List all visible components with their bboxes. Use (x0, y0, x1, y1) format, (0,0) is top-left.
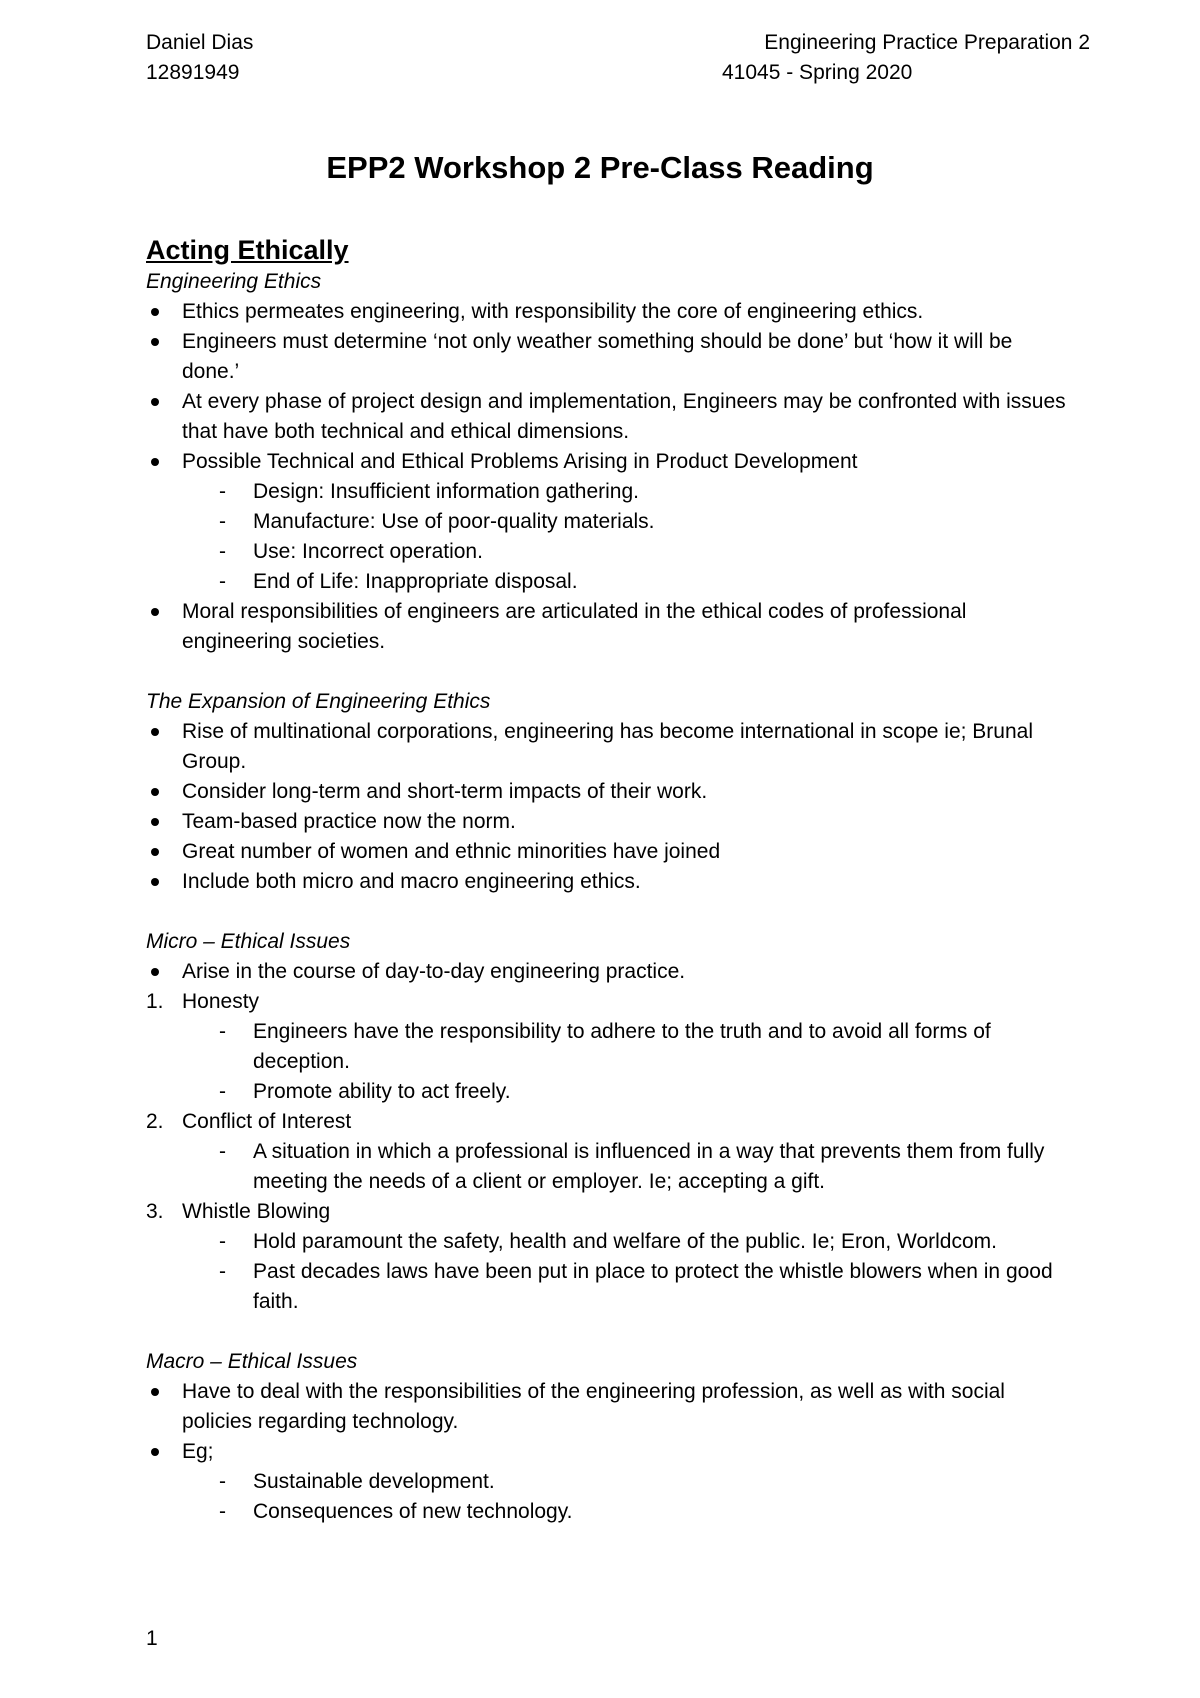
subject-code: 41045 - Spring 2020 (722, 61, 913, 84)
sub-list-item: - Design: Insufficient information gathering. (219, 480, 639, 503)
list-item: Have to deal with the responsibilities of the engineering profession, as well as with social policies regarding technology. (146, 1377, 1066, 1437)
bullet-icon (151, 608, 159, 616)
bullet-icon (151, 728, 159, 736)
bullet-icon (151, 308, 159, 316)
section-heading: Acting Ethically (146, 235, 349, 265)
sub-list-item: - Sustainable development. (219, 1470, 495, 1493)
sub-list-item: - Engineers have the responsibility to adhere to the truth and to avoid all forms of deception. (219, 1020, 991, 1073)
bullet-icon (151, 818, 159, 826)
document-title: EPP2 Workshop 2 Pre-Class Reading (326, 150, 874, 185)
sub-list-item: - Past decades laws have been put in place to protect the whistle blowers when in good faith. (219, 1260, 1053, 1313)
bullet-icon (151, 848, 159, 856)
bullet-icon (151, 338, 159, 346)
list-item: Moral responsibilities of engineers are articulated in the ethical codes of professional engineering societies. (146, 597, 1066, 657)
list-item: Include both micro and macro engineering ethics. (146, 867, 1066, 897)
page-number: 1 (146, 1627, 158, 1650)
author-name: Daniel Dias (146, 31, 254, 54)
bullet-icon (151, 788, 159, 796)
sub-list-item: - Consequences of new technology. (219, 1500, 573, 1523)
course-name: Engineering Practice Preparation 2 (764, 31, 1090, 54)
numbered-item: 2. Conflict of Interest (146, 1110, 352, 1133)
sub-list-item: - End of Life: Inappropriate disposal. (219, 570, 578, 593)
list-item: Ethics permeates engineering, with responsibility the core of engineering ethics. (146, 297, 1066, 327)
bullet-icon (151, 458, 159, 466)
list-item: Consider long-term and short-term impacts of their work. (146, 777, 1066, 807)
list-item: Engineers must determine ‘not only weather something should be done’ but ‘how it will be done.’ (146, 327, 1066, 387)
list-item: Arise in the course of day-to-day engineering practice. (146, 957, 1066, 987)
list-item: Great number of women and ethnic minorities have joined (146, 837, 1066, 867)
list-item: Rise of multinational corporations, engineering has become international in scope ie; Brunal Group. (146, 717, 1066, 777)
numbered-item: 1. Honesty (146, 990, 260, 1013)
subheading-macro: Macro – Ethical Issues (146, 1350, 358, 1373)
subheading-expansion: The Expansion of Engineering Ethics (146, 690, 491, 713)
bullet-icon (151, 878, 159, 886)
bullet-icon (151, 398, 159, 406)
bullet-icon (151, 1448, 159, 1456)
list-item: At every phase of project design and implementation, Engineers may be confronted with issues that have both technical and ethical dimensions. (146, 387, 1066, 447)
student-id: 12891949 (146, 61, 240, 84)
sub-list-item: - Manufacture: Use of poor-quality materials. (219, 510, 655, 533)
list-item: Possible Technical and Ethical Problems Arising in Product Development (146, 447, 1066, 477)
sub-list-item: - Hold paramount the safety, health and welfare of the public. Ie; Eron, Worldcom. (219, 1230, 997, 1253)
bullet-icon (151, 968, 159, 976)
sub-list-item: - A situation in which a professional is influenced in a way that prevents them from fully meeting the needs of a client or employer. Ie; accepting a gift. (219, 1140, 1045, 1193)
list-item: Team-based practice now the norm. (146, 807, 1066, 837)
bullet-icon (151, 1388, 159, 1396)
sub-list-item: - Use: Incorrect operation. (219, 540, 483, 563)
sub-list-item: - Promote ability to act freely. (219, 1080, 511, 1103)
subheading-micro: Micro – Ethical Issues (146, 930, 351, 953)
list-item: Eg; (146, 1437, 1066, 1467)
document-body (146, 233, 1066, 1527)
numbered-item: 3. Whistle Blowing (146, 1200, 331, 1223)
subheading-engineering-ethics: Engineering Ethics (146, 270, 322, 293)
